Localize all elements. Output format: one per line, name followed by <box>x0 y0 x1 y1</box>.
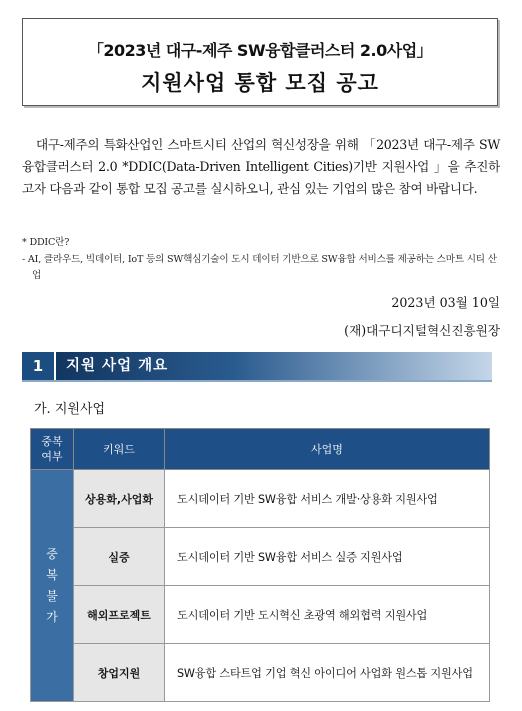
header-duplicate: 중복 여부 <box>31 429 74 470</box>
section-title: 지원 사업 개요 <box>66 358 169 374</box>
subheading: 가. 지원사업 <box>34 402 106 417</box>
program-table <box>30 428 490 702</box>
table-row <box>31 644 490 702</box>
intro-text: 대구-제주의 특화산업인 스마트시티 산업의 혁신성장을 위해 「2023년 대구-제주 SW융합클러스터 2.0 *DDIC(Data-Driven Intelligent Cities)기반 지원사업 」을 추진하고자 다음과 같이 통합 모집 공고를 실시하오니, 관심 있는 기업의 많은 참여 바랍니다. <box>22 137 500 196</box>
duplicate-cell: 중 복 불 가 <box>31 470 74 702</box>
keyword-cell: 창업지원 <box>74 644 165 702</box>
program-name-cell: SW융합 스타트업 기업 혁신 아이디어 사업화 원스톱 지원사업 <box>165 644 490 702</box>
keyword-cell: 실증 <box>74 528 165 586</box>
table-row <box>31 528 490 586</box>
announcement-date: 2023년 03월 10일 <box>391 295 500 310</box>
table-row <box>31 470 490 528</box>
title-line1: 「2023년 대구-제주 SW융합클러스터 2.0사업」 <box>87 41 433 60</box>
note-body: - AI, 클라우드, 빅데이터, IoT 등의 SW핵심기술이 도시 데이터 기반으로 SW융합 서비스를 제공하는 스마트 시티 산업 <box>22 254 497 281</box>
title-line2: 지원사업 통합 모집 공고 <box>141 71 379 95</box>
program-name-cell: 도시데이터 기반 SW융합 서비스 개발·상용화 지원사업 <box>165 470 490 528</box>
organization-name: (재)대구디지털혁신진흥원장 <box>344 323 500 338</box>
keyword-cell: 해외프로젝트 <box>74 586 165 644</box>
program-name-cell: 도시데이터 기반 도시혁신 초광역 해외협력 지원사업 <box>165 586 490 644</box>
header-keyword: 키워드 <box>74 429 165 470</box>
intro-paragraph <box>22 134 500 200</box>
title-box <box>22 18 498 106</box>
keyword-cell: 상용화,사업화 <box>74 470 165 528</box>
section-header-bar <box>22 352 492 382</box>
header-program-name: 사업명 <box>165 429 490 470</box>
program-name-cell: 도시데이터 기반 SW융합 서비스 실증 지원사업 <box>165 528 490 586</box>
table-row <box>31 586 490 644</box>
note-label: * DDIC란? <box>22 237 70 248</box>
section-number: 1 <box>22 352 56 380</box>
table-header-row <box>31 429 490 470</box>
